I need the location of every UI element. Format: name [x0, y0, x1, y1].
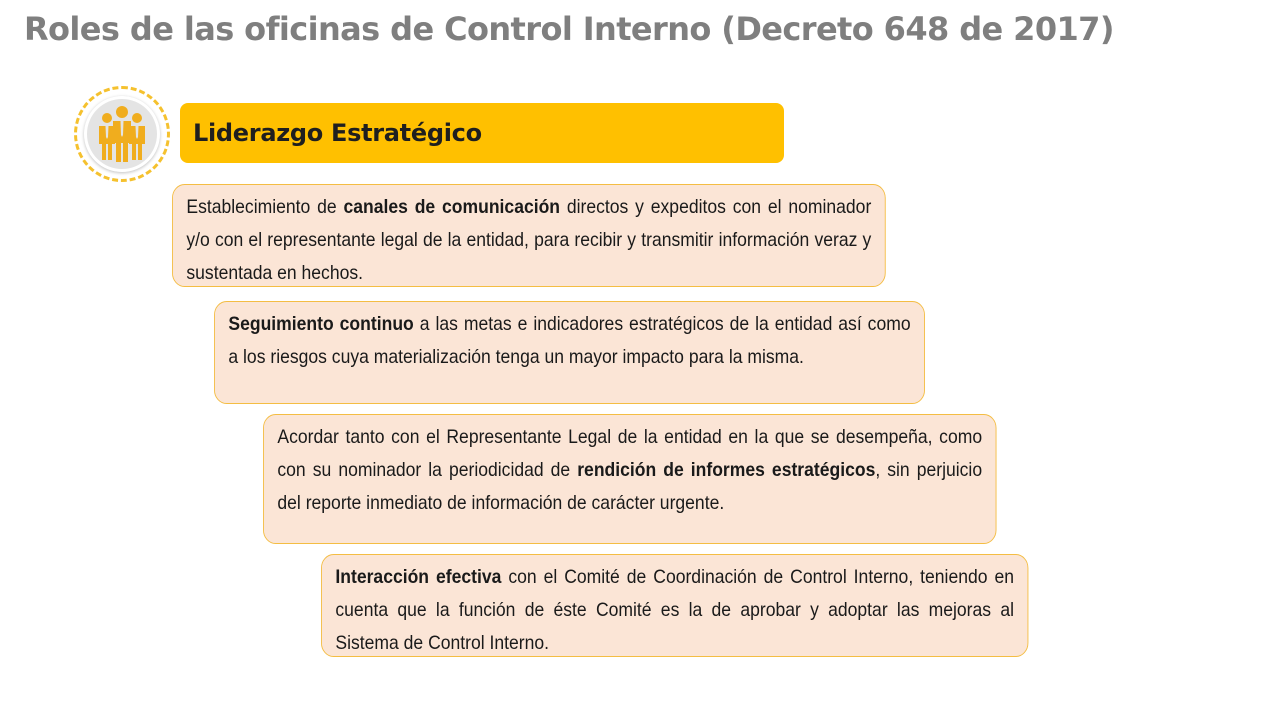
role-text: directos y expeditos con el nominador y/o con el representante legal de la entidad, para recibir y transmitir información veraz y sustentada en hechos. — [186, 196, 872, 284]
role-highlight: rendición de informes estratégicos — [577, 459, 876, 481]
section-title: Liderazgo Estratégico — [193, 119, 482, 147]
role-card — [263, 414, 997, 544]
role-text: con el Comité de Coordinación de Control Interno, teniendo en cuenta que la función de éste Comité es la de aprobar y adoptar las mejoras al Sistema de Control Interno. — [335, 566, 1014, 654]
role-text: Establecimiento de — [186, 196, 344, 218]
role-card — [214, 301, 925, 404]
role-card — [172, 184, 886, 287]
role-card — [321, 554, 1028, 657]
role-text: , sin perjuicio del reporte inmediato de información de carácter urgente. — [277, 459, 983, 514]
role-text: Acordar tanto con el Representante Legal de la entidad en la que se desempeña, como con su nominador la periodicidad de — [277, 426, 983, 481]
team-leadership-icon — [84, 96, 160, 172]
role-highlight: canales de comunicación — [343, 196, 561, 218]
role-text: a las metas e indicadores estratégicos de la entidad así como a los riesgos cuya materialización tenga un mayor impacto para la misma. — [228, 313, 911, 368]
slide-title: Roles de las oficinas de Control Interno (Decreto 648 de 2017) — [24, 10, 1114, 48]
section-header — [180, 103, 784, 163]
role-highlight: Seguimiento continuo — [228, 313, 414, 335]
role-highlight: Interacción efectiva — [335, 566, 502, 588]
